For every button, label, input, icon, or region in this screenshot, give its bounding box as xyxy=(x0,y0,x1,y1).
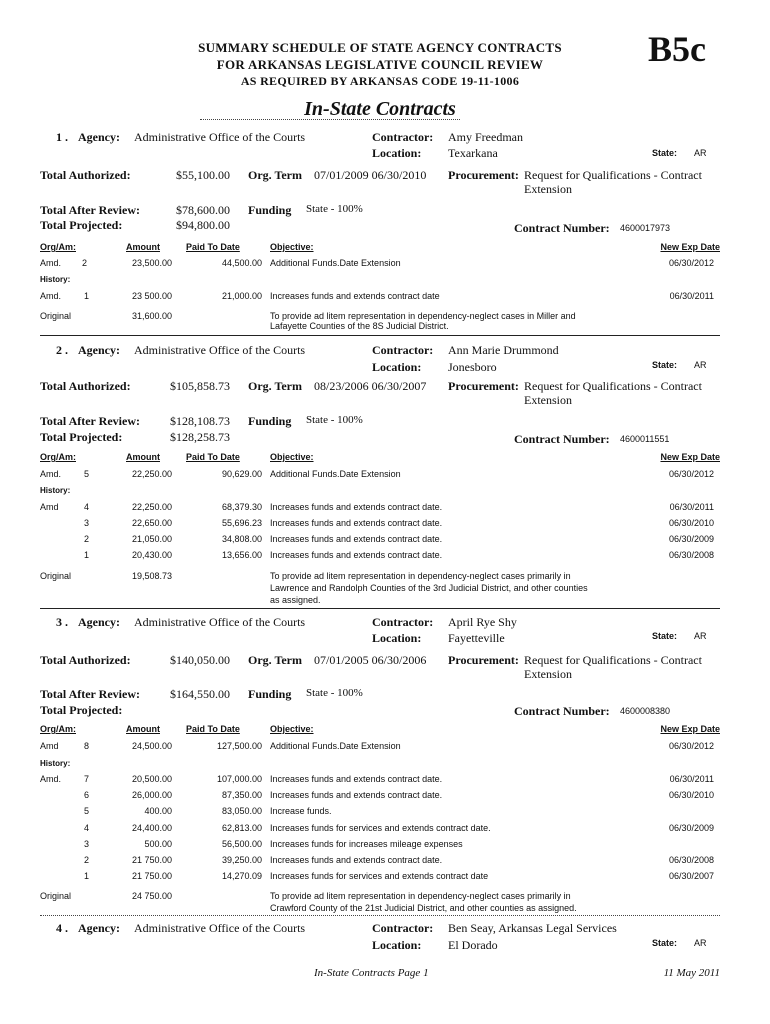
total-after-review-value: $164,550.00 xyxy=(170,687,230,701)
col-new-exp-date: New Exp Date xyxy=(660,452,720,462)
history-label: History: xyxy=(40,486,71,495)
row-paid: 13,656.00 xyxy=(221,550,262,560)
col-objective: Objective: xyxy=(270,452,314,462)
row-exp: 06/30/2009 xyxy=(668,823,714,833)
total-after-review-value: $78,600.00 xyxy=(176,203,230,217)
total-authorized-label: Total Authorized: xyxy=(40,379,131,393)
funding-value: State - 100% xyxy=(306,687,363,699)
state-label: State: xyxy=(652,938,678,948)
row-amount: 21,050.00 xyxy=(131,534,172,544)
row-objective: Increases funds and extends contract date xyxy=(270,291,440,301)
row-paid: 68,379.30 xyxy=(221,502,262,512)
row-org: Original xyxy=(40,311,72,321)
org-term-value: 07/01/2005 06/30/2006 xyxy=(314,653,427,667)
total-projected-label: Total Projected: xyxy=(40,218,123,232)
row-objective: Increases funds and extends contract date. xyxy=(270,855,443,865)
total-projected-value: $128,258.73 xyxy=(170,430,230,444)
row-amount: 20,430.00 xyxy=(131,550,172,560)
funding-value: State - 100% xyxy=(306,414,363,426)
procurement-value-2: Extension xyxy=(524,667,572,681)
row-exp: 06/30/2012 xyxy=(668,258,714,268)
row-objective: Increases funds for increases mileage expenses xyxy=(270,839,463,849)
row-objective-2: Lafayette Counties of the 8S Judicial District. xyxy=(270,321,449,331)
header-line-3: AS REQUIRED BY ARKANSAS CODE 19-11-1006 xyxy=(240,74,520,88)
org-term-label: Org. Term xyxy=(248,653,302,667)
row-amount: 31,600.00 xyxy=(131,311,172,321)
row-amount: 23 500.00 xyxy=(131,291,172,301)
row-num: 8 xyxy=(84,741,90,751)
row-objective: Increases funds and extends contract date. xyxy=(270,502,443,512)
location-value: Jonesboro xyxy=(448,360,497,374)
row-num: 4 xyxy=(84,502,90,512)
row-objective: Additional Funds.Date Extension xyxy=(270,741,401,751)
row-exp: 06/30/2011 xyxy=(669,774,714,784)
state-label: State: xyxy=(652,360,678,370)
row-exp: 06/30/2012 xyxy=(668,741,714,751)
contract-number-value: 4600017973 xyxy=(620,223,671,233)
row-exp: 06/30/2010 xyxy=(668,790,714,800)
total-after-review-label: Total After Review: xyxy=(40,414,140,428)
col-org-am: Org/Am: xyxy=(40,724,76,734)
contract-number-label: 2 . xyxy=(56,343,68,357)
row-num: 7 xyxy=(84,774,90,784)
section-divider xyxy=(40,335,720,336)
row-num: 1 xyxy=(84,871,90,881)
contract-number-label: 4 . xyxy=(56,921,68,935)
state-value: AR xyxy=(694,938,707,948)
row-paid: 21,000.00 xyxy=(221,291,262,301)
funding-label: Funding xyxy=(248,687,292,701)
row-amount: 24,400.00 xyxy=(131,823,172,833)
row-exp: 06/30/2008 xyxy=(668,550,714,560)
row-exp: 06/30/2010 xyxy=(668,518,714,528)
row-org: Amd. xyxy=(40,291,62,301)
row-objective: Increases funds and extends contract date. xyxy=(270,550,443,560)
row-paid: 83,050.00 xyxy=(221,806,262,816)
total-authorized-label: Total Authorized: xyxy=(40,168,131,182)
col-amount: Amount xyxy=(126,452,160,462)
row-amount: 24,500.00 xyxy=(131,741,172,751)
col-org-am: Org/Am: xyxy=(40,452,76,462)
row-org: Amd xyxy=(40,741,59,751)
row-amount: 400.00 xyxy=(144,806,172,816)
state-value: AR xyxy=(694,631,707,641)
row-org: Original xyxy=(40,891,72,901)
row-objective: Increases funds for services and extends contract date xyxy=(270,871,489,881)
col-amount: Amount xyxy=(126,724,160,734)
row-objective: To provide ad litem representation in dependency-neglect cases in Miller and xyxy=(270,311,576,321)
location-label: Location: xyxy=(372,146,422,160)
agency-label: Agency: xyxy=(78,921,120,935)
procurement-label: Procurement: xyxy=(448,168,519,182)
state-label: State: xyxy=(652,631,678,641)
row-org: Amd. xyxy=(40,774,62,784)
contractor-value: April Rye Shy xyxy=(448,615,517,629)
col-new-exp-date: New Exp Date xyxy=(660,724,720,734)
row-paid: 44,500.00 xyxy=(221,258,262,268)
total-after-review-value: $128,108.73 xyxy=(170,414,230,428)
contract-number-label: 3 . xyxy=(56,615,68,629)
row-num: 2 xyxy=(84,534,90,544)
row-num: 6 xyxy=(84,790,90,800)
org-term-label: Org. Term xyxy=(248,379,302,393)
title-underline xyxy=(200,119,460,120)
row-paid: 14,270.09 xyxy=(221,871,262,881)
row-objective: Increases funds for services and extends contract date. xyxy=(270,823,491,833)
header-line-2: FOR ARKANSAS LEGISLATIVE COUNCIL REVIEW xyxy=(216,57,544,72)
row-amount: 22,650.00 xyxy=(131,518,172,528)
row-num: 2 xyxy=(82,258,88,268)
row-num: 1 xyxy=(84,291,90,301)
row-paid: 127,500.00 xyxy=(216,741,262,751)
location-value: El Dorado xyxy=(448,938,498,952)
procurement-value-2: Extension xyxy=(524,393,572,407)
row-amount: 22,250.00 xyxy=(131,502,172,512)
row-amount: 21 750.00 xyxy=(131,871,172,881)
location-label: Location: xyxy=(372,360,422,374)
row-amount: 26,000.00 xyxy=(131,790,172,800)
row-paid: 90,629.00 xyxy=(221,469,262,479)
section-title: In-State Contracts xyxy=(304,98,456,120)
header-line-1: SUMMARY SCHEDULE OF STATE AGENCY CONTRACTS xyxy=(198,40,562,55)
procurement-value-2: Extension xyxy=(524,182,572,196)
row-objective-3: as assigned. xyxy=(270,595,321,605)
total-authorized-value: $140,050.00 xyxy=(170,653,230,667)
col-new-exp-date: New Exp Date xyxy=(660,242,720,252)
funding-label: Funding xyxy=(248,414,292,428)
location-value: Texarkana xyxy=(448,146,498,160)
row-paid: 87,350.00 xyxy=(221,790,262,800)
row-paid: 107,000.00 xyxy=(216,774,262,784)
total-authorized-label: Total Authorized: xyxy=(40,653,131,667)
row-org: Original xyxy=(40,571,72,581)
row-num: 3 xyxy=(84,518,90,528)
contractor-value: Ann Marie Drummond xyxy=(448,343,559,357)
row-exp: 06/30/2007 xyxy=(668,871,714,881)
total-projected-label: Total Projected: xyxy=(40,430,123,444)
agency-label: Agency: xyxy=(78,130,120,144)
col-objective: Objective: xyxy=(270,724,314,734)
funding-value: State - 100% xyxy=(306,203,363,215)
row-num: 2 xyxy=(84,855,90,865)
row-org: Amd. xyxy=(40,258,62,268)
row-amount: 500.00 xyxy=(144,839,172,849)
row-objective: Additional Funds.Date Extension xyxy=(270,258,401,268)
row-exp: 06/30/2012 xyxy=(668,469,714,479)
row-amount: 19,508.73 xyxy=(131,571,172,581)
row-amount: 21 750.00 xyxy=(131,855,172,865)
total-after-review-label: Total After Review: xyxy=(40,203,140,217)
col-paid-to-date: Paid To Date xyxy=(186,242,240,252)
row-num: 5 xyxy=(84,806,90,816)
footer-date: 11 May 2011 xyxy=(663,967,720,979)
history-label: History: xyxy=(40,759,71,768)
row-paid: 55,696.23 xyxy=(221,518,262,528)
procurement-label: Procurement: xyxy=(448,379,519,393)
contractor-value: Ben Seay, Arkansas Legal Services xyxy=(448,921,617,935)
contract-number-label-text: Contract Number: xyxy=(514,432,610,446)
contract-number-label: 1 . xyxy=(56,130,68,144)
row-paid: 39,250.00 xyxy=(221,855,262,865)
contractor-label: Contractor: xyxy=(372,130,434,144)
funding-label: Funding xyxy=(248,203,292,217)
contractor-label: Contractor: xyxy=(372,343,434,357)
location-value: Fayetteville xyxy=(448,631,505,645)
col-paid-to-date: Paid To Date xyxy=(186,452,240,462)
history-label: History: xyxy=(40,275,71,284)
row-objective: To provide ad litem representation in dependency-neglect cases primarily in xyxy=(270,891,571,901)
total-after-review-label: Total After Review: xyxy=(40,687,140,701)
agency-value: Administrative Office of the Courts xyxy=(134,921,306,935)
agency-label: Agency: xyxy=(78,343,120,357)
procurement-value: Request for Qualifications - Contract xyxy=(524,379,702,393)
row-objective: Increases funds and extends contract date. xyxy=(270,774,443,784)
agency-value: Administrative Office of the Courts xyxy=(134,343,306,357)
contract-number-value: 4600008380 xyxy=(620,706,671,716)
row-exp: 06/30/2009 xyxy=(668,534,714,544)
state-value: AR xyxy=(694,148,707,158)
org-term-label: Org. Term xyxy=(248,168,302,182)
row-paid: 62,813.00 xyxy=(221,823,262,833)
col-paid-to-date: Paid To Date xyxy=(186,724,240,734)
row-paid: 56,500.00 xyxy=(221,839,262,849)
contractor-label: Contractor: xyxy=(372,921,434,935)
col-objective: Objective: xyxy=(270,242,314,252)
total-projected-value: $94,800.00 xyxy=(176,218,230,232)
col-amount: Amount xyxy=(126,242,160,252)
contract-number-label-text: Contract Number: xyxy=(514,221,610,235)
location-label: Location: xyxy=(372,938,422,952)
agency-value: Administrative Office of the Courts xyxy=(134,615,306,629)
row-objective: Increases funds and extends contract date. xyxy=(270,534,443,544)
total-projected-label: Total Projected: xyxy=(40,703,123,717)
agency-label: Agency: xyxy=(78,615,120,629)
schedule-code: B5c xyxy=(648,29,706,69)
row-objective: Additional Funds.Date Extension xyxy=(270,469,401,479)
section-divider xyxy=(40,915,720,916)
row-objective: To provide ad litem representation in dependency-neglect cases primarily in xyxy=(270,571,571,581)
org-term-value: 07/01/2009 06/30/2010 xyxy=(314,168,427,182)
row-exp: 06/30/2011 xyxy=(669,291,714,301)
location-label: Location: xyxy=(372,631,422,645)
total-authorized-value: $105,858.73 xyxy=(170,379,230,393)
row-exp: 06/30/2008 xyxy=(668,855,714,865)
contractor-label: Contractor: xyxy=(372,615,434,629)
contract-number-label-text: Contract Number: xyxy=(514,704,610,718)
row-objective: Increases funds and extends contract date. xyxy=(270,518,443,528)
state-label: State: xyxy=(652,148,678,158)
row-objective-2: Crawford County of the 21st Judicial District, and other counties as assigned. xyxy=(270,903,577,913)
row-amount: 20,500.00 xyxy=(131,774,172,784)
row-num: 4 xyxy=(84,823,90,833)
row-org: Amd. xyxy=(40,469,62,479)
col-org-am: Org/Am: xyxy=(40,242,76,252)
row-amount: 22,250.00 xyxy=(131,469,172,479)
row-objective: Increase funds. xyxy=(270,806,332,816)
row-objective: Increases funds and extends contract date. xyxy=(270,790,443,800)
row-num: 1 xyxy=(84,550,90,560)
row-num: 3 xyxy=(84,839,90,849)
row-exp: 06/30/2011 xyxy=(669,502,714,512)
row-org: Amd xyxy=(40,502,59,512)
contract-number-value: 4600011551 xyxy=(620,434,670,444)
row-num: 5 xyxy=(84,469,90,479)
row-amount: 24 750.00 xyxy=(131,891,172,901)
procurement-label: Procurement: xyxy=(448,653,519,667)
org-term-value: 08/23/2006 06/30/2007 xyxy=(314,379,427,393)
contractor-value: Amy Freedman xyxy=(448,130,523,144)
agency-value: Administrative Office of the Courts xyxy=(134,130,306,144)
section-divider xyxy=(40,608,720,609)
footer-page: In-State Contracts Page 1 xyxy=(314,967,429,979)
procurement-value: Request for Qualifications - Contract xyxy=(524,168,702,182)
row-objective-2: Lawrence and Randolph Counties of the 3rd Judicial District, and other counties xyxy=(270,583,588,593)
row-paid: 34,808.00 xyxy=(221,534,262,544)
state-value: AR xyxy=(694,360,707,370)
procurement-value: Request for Qualifications - Contract xyxy=(524,653,702,667)
total-authorized-value: $55,100.00 xyxy=(176,168,230,182)
row-amount: 23,500.00 xyxy=(131,258,172,268)
